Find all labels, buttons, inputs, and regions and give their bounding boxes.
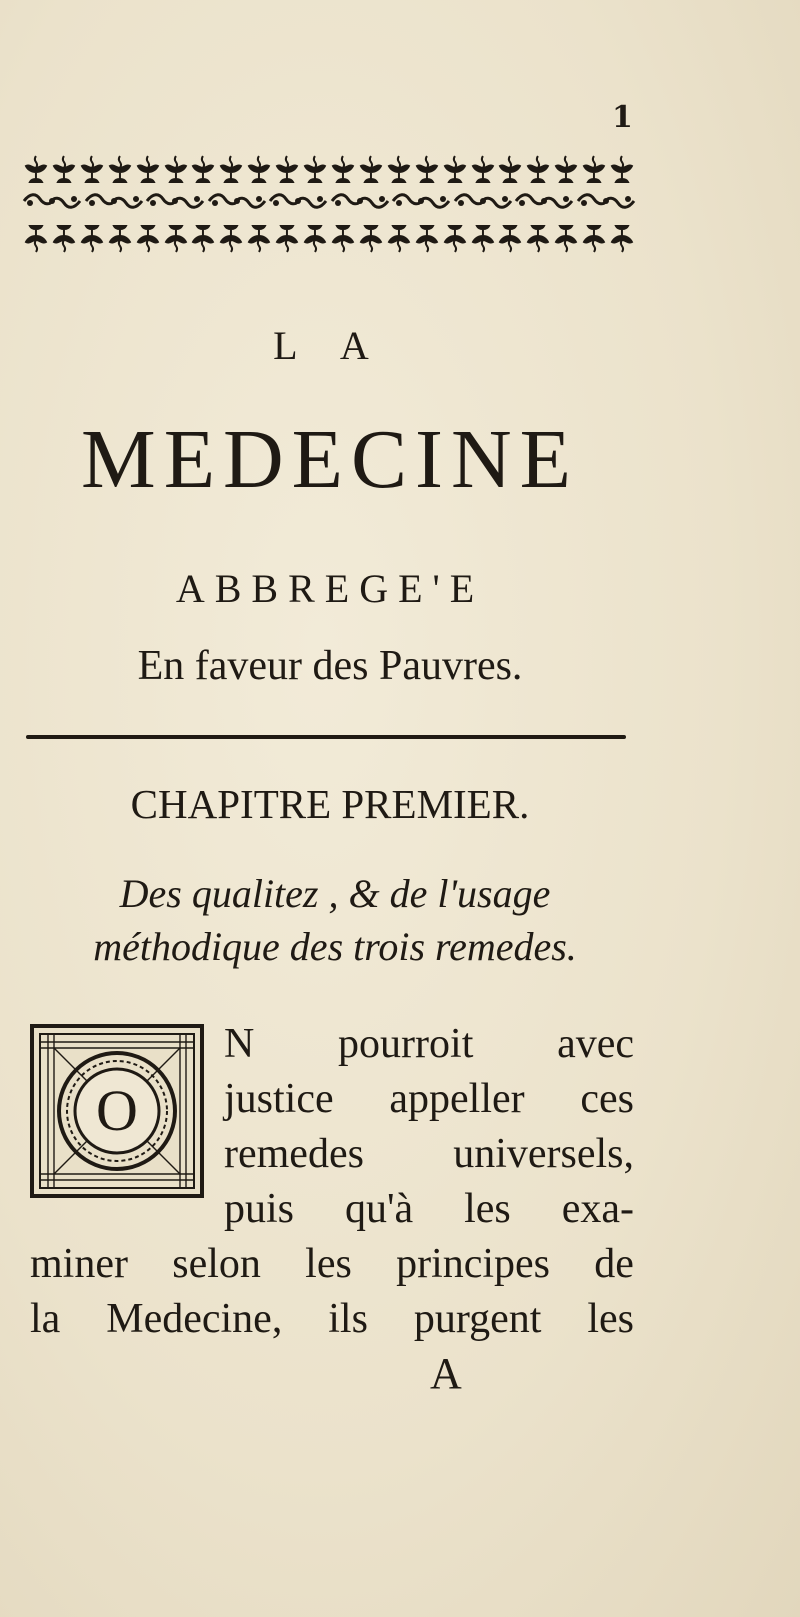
body-word: exa- bbox=[561, 1186, 634, 1232]
fleuron-ornament-icon bbox=[329, 154, 357, 186]
fleuron-ornament-icon bbox=[162, 154, 190, 186]
body-word: selon bbox=[172, 1241, 261, 1287]
body-line-1 bbox=[224, 1020, 634, 1068]
title-abbrege: ABBREGE'E bbox=[175, 566, 485, 611]
fleuron-ornament-icon bbox=[268, 190, 328, 212]
fleuron-ornament-icon bbox=[217, 154, 245, 186]
body-line-3 bbox=[224, 1130, 634, 1178]
body-word: les bbox=[305, 1241, 352, 1287]
fleuron-ornament-icon bbox=[524, 222, 552, 254]
fleuron-ornament-icon bbox=[22, 222, 50, 254]
fleuron-ornament-icon bbox=[22, 154, 50, 186]
body-word: qu'à bbox=[344, 1186, 414, 1232]
body-word: Medecine, bbox=[106, 1296, 283, 1342]
catchword: A bbox=[430, 1349, 462, 1398]
fleuron-ornament-icon bbox=[106, 154, 134, 186]
fleuron-ornament-icon bbox=[301, 154, 329, 186]
body-word: puis bbox=[224, 1186, 295, 1232]
title-main: MEDECINE bbox=[81, 413, 579, 506]
fleuron-ornament-icon bbox=[496, 154, 524, 186]
fleuron-ornament-icon bbox=[245, 222, 273, 254]
fleuron-ornament-icon bbox=[552, 222, 580, 254]
fleuron-ornament-icon bbox=[22, 190, 82, 212]
body-word: les bbox=[464, 1186, 511, 1232]
body-word: purgent bbox=[413, 1296, 542, 1342]
fleuron-ornament-icon bbox=[580, 154, 608, 186]
body-line-6 bbox=[30, 1295, 634, 1343]
drop-cap-ornament bbox=[28, 1022, 206, 1200]
fleuron-ornament-icon bbox=[576, 190, 636, 212]
fleuron-ornament-icon bbox=[453, 190, 513, 212]
fleuron-ornament-icon bbox=[273, 222, 301, 254]
fleuron-ornament-icon bbox=[78, 222, 106, 254]
fleuron-ornament-icon bbox=[608, 222, 636, 254]
fleuron-ornament-icon bbox=[580, 222, 608, 254]
body-line-5 bbox=[30, 1240, 634, 1288]
fleuron-ornament-icon bbox=[514, 190, 574, 212]
fleuron-ornament-icon bbox=[357, 222, 385, 254]
drop-cap-frame-icon bbox=[28, 1022, 206, 1200]
fleuron-row-bottom bbox=[22, 220, 636, 256]
body-word: principes bbox=[396, 1241, 551, 1287]
body-word: appeller bbox=[389, 1076, 525, 1122]
fleuron-ornament-icon bbox=[441, 154, 469, 186]
horizontal-rule bbox=[26, 735, 626, 739]
fleuron-ornament-icon bbox=[162, 222, 190, 254]
chapter-subtitle: Des qualitez , & de l'usage méthodique des trois remedes. bbox=[93, 871, 577, 969]
fleuron-ornament-icon bbox=[524, 154, 552, 186]
body-word: la bbox=[30, 1296, 61, 1342]
fleuron-ornament-icon bbox=[217, 222, 245, 254]
fleuron-ornament-icon bbox=[134, 222, 162, 254]
body-word: de bbox=[594, 1241, 634, 1287]
body-word: ces bbox=[580, 1076, 634, 1122]
fleuron-ornament-icon bbox=[385, 222, 413, 254]
body-word: justice bbox=[224, 1076, 334, 1122]
body-word: miner bbox=[30, 1241, 128, 1287]
fleuron-ornament-icon bbox=[357, 154, 385, 186]
fleuron-ornament-icon bbox=[329, 222, 357, 254]
fleuron-ornament-icon bbox=[189, 154, 217, 186]
fleuron-ornament-icon bbox=[385, 154, 413, 186]
fleuron-ornament-icon bbox=[50, 222, 78, 254]
body-word: les bbox=[587, 1296, 634, 1342]
fleuron-ornament-icon bbox=[84, 190, 144, 212]
fleuron-row-top bbox=[22, 152, 636, 188]
fleuron-ornament-icon bbox=[134, 154, 162, 186]
fleuron-ornament-icon bbox=[106, 222, 134, 254]
body-word: N bbox=[224, 1021, 255, 1067]
title-subtitle: En faveur des Pauvres. bbox=[137, 643, 523, 689]
fleuron-ornament-icon bbox=[189, 222, 217, 254]
fleuron-ornament-icon bbox=[330, 190, 390, 212]
fleuron-ornament-icon bbox=[608, 154, 636, 186]
chapter-heading: CHAPITRE PREMIER. bbox=[130, 781, 530, 827]
body-word: remedes bbox=[224, 1131, 364, 1177]
fleuron-ornament-icon bbox=[245, 154, 273, 186]
body-line-2 bbox=[224, 1075, 634, 1123]
fleuron-ornament-icon bbox=[273, 154, 301, 186]
fleuron-ornament-icon bbox=[413, 154, 441, 186]
drop-cap-letter: O bbox=[96, 1078, 138, 1143]
fleuron-row-middle bbox=[22, 186, 636, 216]
body-word: avec bbox=[557, 1021, 634, 1067]
fleuron-ornament-icon bbox=[552, 154, 580, 186]
fleuron-ornament-icon bbox=[496, 222, 524, 254]
fleuron-ornament-icon bbox=[469, 154, 497, 186]
body-line-4 bbox=[224, 1185, 634, 1233]
fleuron-ornament-icon bbox=[391, 190, 451, 212]
body-word: universels, bbox=[453, 1131, 634, 1177]
fleuron-ornament-icon bbox=[207, 190, 267, 212]
body-word: ils bbox=[328, 1296, 368, 1342]
fleuron-ornament-icon bbox=[145, 190, 205, 212]
body-word: pourroit bbox=[338, 1021, 474, 1067]
page-number: 1 bbox=[612, 100, 633, 135]
fleuron-ornament-icon bbox=[301, 222, 329, 254]
fleuron-ornament-icon bbox=[469, 222, 497, 254]
title-article: L A bbox=[273, 323, 387, 368]
fleuron-ornament-icon bbox=[50, 154, 78, 186]
fleuron-ornament-icon bbox=[78, 154, 106, 186]
fleuron-ornament-icon bbox=[413, 222, 441, 254]
fleuron-ornament-icon bbox=[441, 222, 469, 254]
